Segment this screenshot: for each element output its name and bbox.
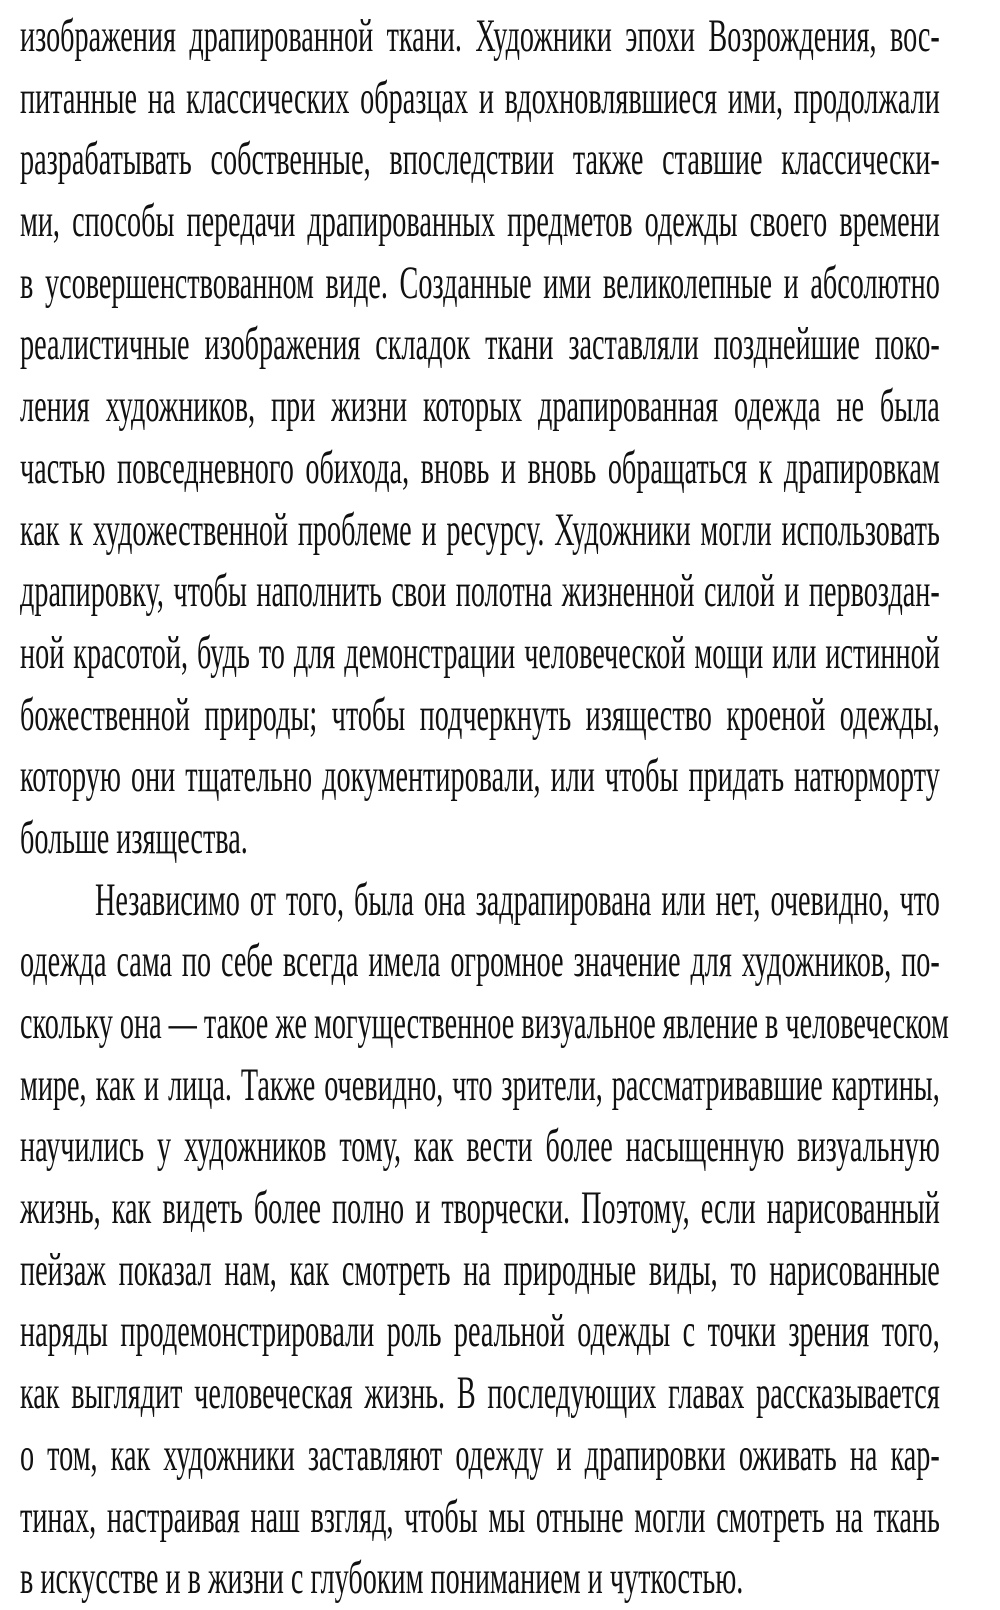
text-line: наряды продемонстрировали роль реальной одежды с точки зрения того, [20, 1305, 940, 1358]
text-line: пейзаж показал нам, как смотреть на природные виды, то нарисованные [20, 1243, 940, 1296]
text-line: которую они тщательно документировали, или чтобы придать натюрморту [20, 750, 940, 803]
text-line: о том, как художники заставляют одежду и драпировки оживать на кар- [20, 1428, 940, 1481]
text-line: скольку она — такое же могущественное визуальное явление в человеческом [20, 997, 949, 1049]
text-line: ной красотой, будь то для демонстрации человеческой мощи или истинной [20, 626, 940, 679]
text-line: ми, способы передачи драпированных предметов одежды своего времени [20, 195, 940, 248]
text-line: изображения драпированной ткани. Художники эпохи Возрождения, вос- [20, 10, 940, 62]
text-line: научились у художников тому, как вести более насыщенную визуальную [20, 1120, 940, 1173]
text-line: божественной природы; чтобы подчеркнуть изящество кроеной одежды, [20, 688, 940, 741]
text-line: питанные на классических образцах и вдохновлявшиеся ими, продолжали [20, 71, 940, 124]
text-line: Независимо от того, была она задрапирована или нет, очевидно, что [95, 873, 940, 926]
text-line: частью повседневного обихода, вновь и вновь обращаться к драпировкам [20, 441, 940, 494]
text-line: больше изящества. [20, 811, 248, 864]
text-line: реалистичные изображения складок ткани заставляли позднейшие поко- [20, 318, 940, 371]
document-page [20, 6, 949, 1610]
text-line: в искусстве и в жизни с глубоким пониманием и чуткостью. [20, 1552, 744, 1605]
text-line: в усовершенствованном виде. Созданные ими великолепные и абсолютно [20, 256, 940, 309]
text-line: как к художественной проблеме и ресурсу. Художники могли использовать [20, 503, 940, 556]
text-line: ления художников, при жизни которых драпированная одежда не была [20, 380, 940, 433]
text-line: как выглядит человеческая жизнь. В последующих главах рассказывается [20, 1367, 940, 1420]
text-line: разрабатывать собственные, впоследствии также ставшие классически- [20, 133, 940, 186]
text-line: тинах, настраивая наш взгляд, чтобы мы отныне могли смотреть на ткань [20, 1490, 940, 1543]
text-line: драпировку, чтобы наполнить свои полотна жизненной силой и первоздан- [20, 565, 940, 618]
text-line: жизнь, как видеть более полно и творчески. Поэтому, если нарисованный [20, 1182, 940, 1235]
text-line: одежда сама по себе всегда имела огромное значение для художников, по- [20, 935, 940, 988]
text-line: мире, как и лица. Также очевидно, что зрители, рассматривавшие картины, [20, 1058, 940, 1111]
